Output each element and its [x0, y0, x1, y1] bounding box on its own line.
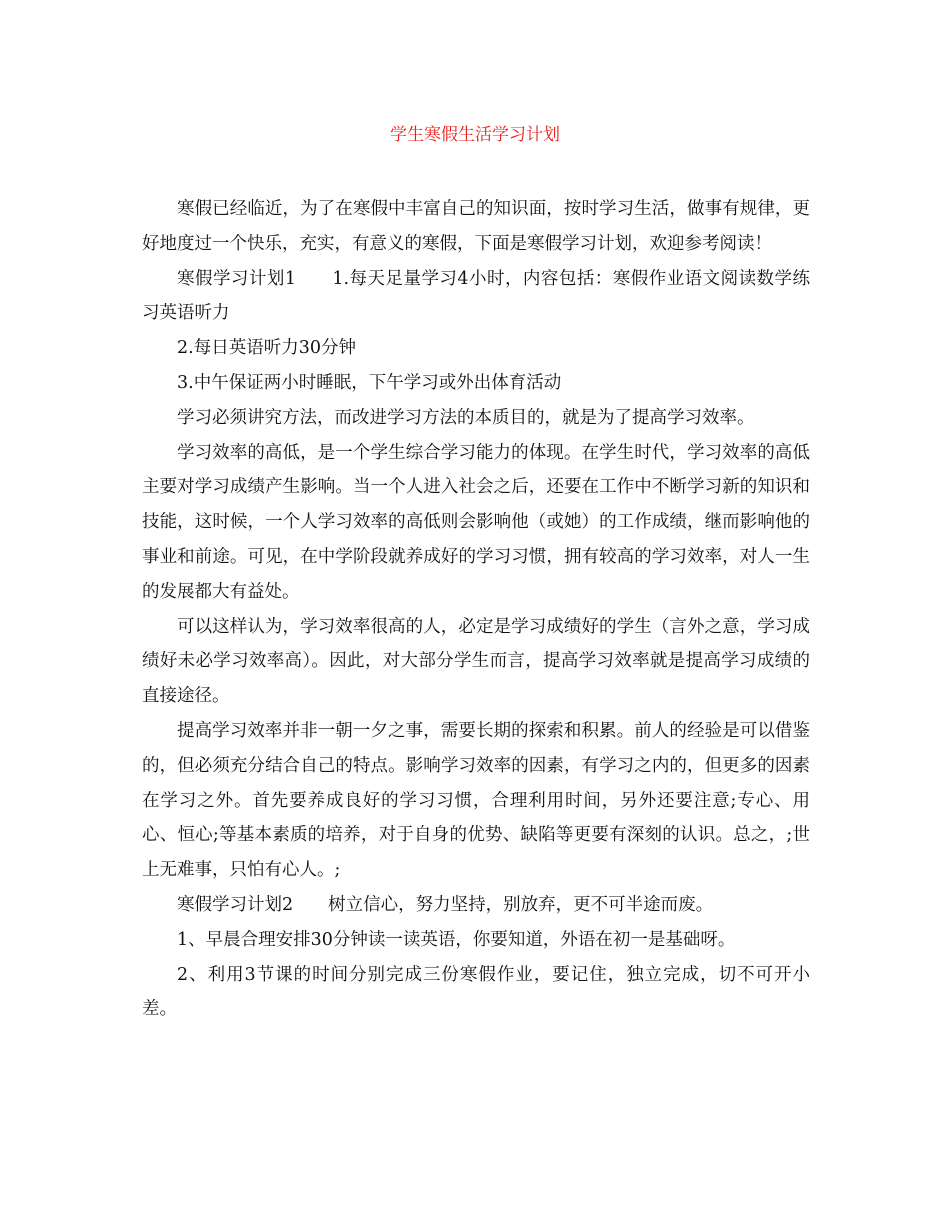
paragraph-plan2-item2: 2、利用3节课的时间分别完成三份寒假作业，要记住，独立完成，切不可开小差。 — [142, 964, 810, 1020]
paragraph-plan2-intro: 寒假学习计划2 树立信心，努力坚持，别放弃，更不可半途而废。 — [177, 894, 714, 915]
paragraph-plan2-item1: 1、早晨合理安排30分钟读一读英语，你要知道，外语在初一是基础呀。 — [177, 929, 736, 950]
paragraph-plan1-item1: 寒假学习计划1 1.每天足量学习4小时，内容包括：寒假作业语文阅读数学练习英语听力 — [142, 268, 810, 324]
paragraph-plan1-item3: 3.中午保证两小时睡眠，下午学习或外出体育活动 — [177, 372, 562, 393]
paragraph-method: 学习必须讲究方法，而改进学习方法的本质目的，就是为了提高学习效率。 — [177, 407, 755, 428]
paragraph-improvement: 提高学习效率并非一朝一夕之事，需要长期的探索和积累。前人的经验是可以借鉴的，但必须充分结合自己的特点。影响学习效率的因素，有学习之内的，但更多的因素在学习之外。首先要养成良好的学习习惯，合理利用时间，另外还要注意;专心、用心、恒心;等基本素质的培养，对于自身的优势、缺陷等更要有深刻的认识。总之，;世上无难事，只怕有心人。; — [142, 720, 810, 881]
paragraph-opinion: 可以这样认为，学习效率很高的人，必定是学习成绩好的学生（言外之意，学习成绩好未必学习效率高）。因此，对大部分学生而言，提高学习效率就是提高学习成绩的直接途径。 — [142, 616, 810, 707]
paragraph-intro: 寒假已经临近，为了在寒假中丰富自己的知识面，按时学习生活，做事有规律，更好地度过一个快乐，充实，有意义的寒假，下面是寒假学习计划，欢迎参考阅读！ — [142, 199, 810, 254]
document-body — [142, 192, 810, 1027]
document-title: 学生寒假生活学习计划 — [390, 125, 560, 145]
paragraph-efficiency: 学习效率的高低，是一个学生综合学习能力的体现。在学生时代，学习效率的高低主要对学习成绩产生影响。当一个人进入社会之后，还要在工作中不断学习新的知识和技能，这时候，一个人学习效率的高低则会影响他（或她）的工作成绩，继而影响他的事业和前途。可见，在中学阶段就养成好的学习习惯，拥有较高的学习效率，对人一生的发展都大有益处。 — [142, 442, 810, 602]
paragraph-plan1-item2: 2.每日英语听力30分钟 — [177, 338, 356, 359]
